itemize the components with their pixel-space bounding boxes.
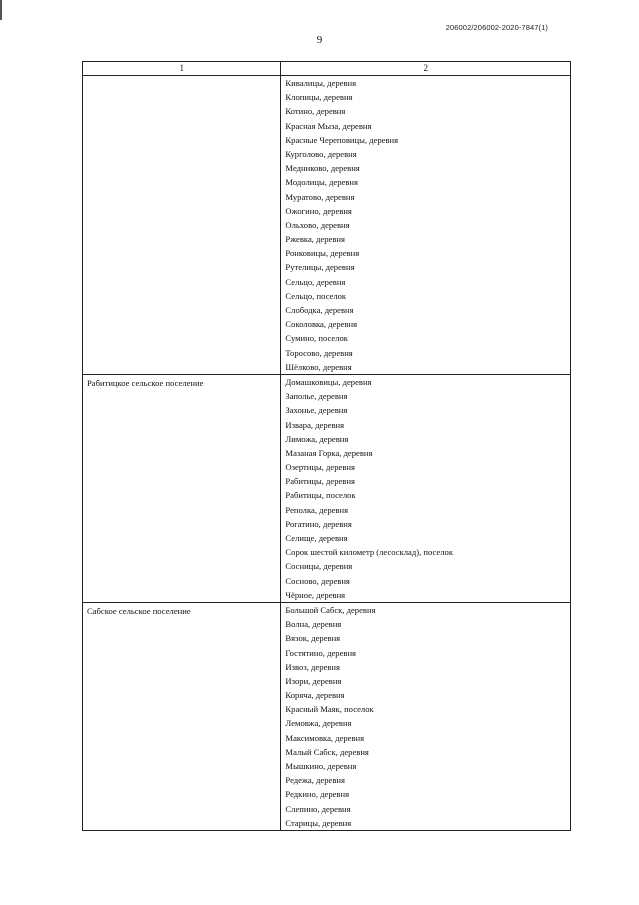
list-item: Соколовка, деревня: [285, 319, 358, 330]
document-id: 206002/206002-2020-7847(1): [445, 23, 548, 32]
list-item: Слепино, деревня: [285, 803, 351, 814]
list-item: Рутелицы, деревня: [285, 262, 355, 273]
list-item: Сумино, поселок: [285, 333, 348, 344]
list-item: Селище, деревня: [285, 533, 348, 543]
list-item: Ольхово, деревня: [285, 219, 350, 230]
list-item: Реполка, деревня: [285, 504, 349, 515]
list-item: Редежа, деревня: [285, 775, 345, 786]
places-cell: [281, 374, 571, 602]
list-item: Кивалицы, деревня: [285, 78, 357, 88]
list-item: Большой Сабск, деревня: [285, 604, 376, 615]
list-item: Шёлково, деревня: [285, 361, 352, 372]
region-name: Сабское сельское поселение: [87, 605, 191, 616]
table-row: [83, 602, 571, 830]
list-item: Клопицы, деревня: [285, 92, 353, 103]
column-header-1: 1: [83, 62, 281, 76]
list-item: Красные Череповицы, деревня: [285, 134, 399, 145]
list-item: Рабитицы, деревня: [285, 476, 355, 487]
list-item: Сосново, деревня: [285, 575, 350, 586]
list-item: Ронковицы, деревня: [285, 248, 360, 259]
list-item: Торосово, деревня: [285, 347, 353, 358]
list-item: Сельцо, деревня: [285, 276, 346, 287]
list-item: Чёрное, деревня: [285, 589, 346, 600]
table-row: [83, 76, 571, 375]
list-item: Малый Сабск, деревня: [285, 746, 369, 757]
table-header-row: [83, 62, 571, 76]
list-item: Старицы, деревня: [285, 817, 352, 828]
list-item: Слободка, деревня: [285, 305, 354, 315]
list-item: Красная Мыза, деревня: [285, 120, 372, 131]
list-item: Волна, деревня: [285, 619, 342, 630]
list-item: Красный Маяк, поселок: [285, 704, 374, 715]
places-cell: [281, 76, 571, 375]
region-cell: [83, 76, 281, 375]
list-item: Ржевка, деревня: [285, 234, 345, 245]
region-cell: [83, 602, 281, 830]
list-item: Ожогино, деревня: [285, 205, 352, 216]
page-number: 9: [316, 34, 323, 46]
list-item: Сосницы, деревня: [285, 561, 353, 572]
list-item: Мазаная Горка, деревня: [285, 447, 373, 458]
list-item: Домашковицы, деревня: [285, 376, 372, 387]
list-item: Мышкино, деревня: [285, 761, 357, 771]
list-item: Заполье, деревня: [285, 391, 348, 402]
list-item: Вязок, деревня: [285, 633, 341, 644]
list-item: Коряча, деревня: [285, 690, 345, 701]
list-item: Гостятино, деревня: [285, 647, 357, 658]
table-row: [83, 374, 571, 602]
list-item: Извоз, деревня: [285, 661, 340, 672]
list-item: Извара, деревня: [285, 419, 345, 430]
list-item: Курголово, деревня: [285, 148, 357, 159]
list-item: Захонье, деревня: [285, 405, 348, 416]
list-item: Муратово, деревня: [285, 191, 355, 202]
list-item: Озертицы, деревня: [285, 462, 355, 473]
list-item: Лемовжа, деревня: [285, 718, 352, 729]
settlements-table: [82, 61, 571, 831]
places-cell: [281, 602, 571, 830]
list-item: Модолицы, деревня: [285, 177, 358, 188]
list-item: Медниково, деревня: [285, 163, 360, 174]
region-name: Рабитицкое сельское поселение: [87, 377, 204, 388]
list-item: Редкино, деревня: [285, 789, 350, 800]
list-item: Котино, деревня: [285, 106, 346, 117]
list-item: Рабитицы, поселок: [285, 490, 356, 501]
region-name: [83, 76, 280, 78]
list-item: Максимовка, деревня: [285, 732, 365, 743]
list-item: Лиможа, деревня: [285, 433, 349, 444]
list-item: Сорок шестой километр (лесосклад), поселок: [285, 547, 454, 558]
table-body: [83, 76, 571, 831]
list-item: Сельцо, поселок: [285, 290, 347, 301]
column-header-2: 2: [281, 62, 571, 76]
region-cell: [83, 374, 281, 602]
scan-edge-mark: [0, 0, 2, 20]
list-item: Изори, деревня: [285, 675, 342, 686]
list-item: Рогатино, деревня: [285, 518, 352, 529]
